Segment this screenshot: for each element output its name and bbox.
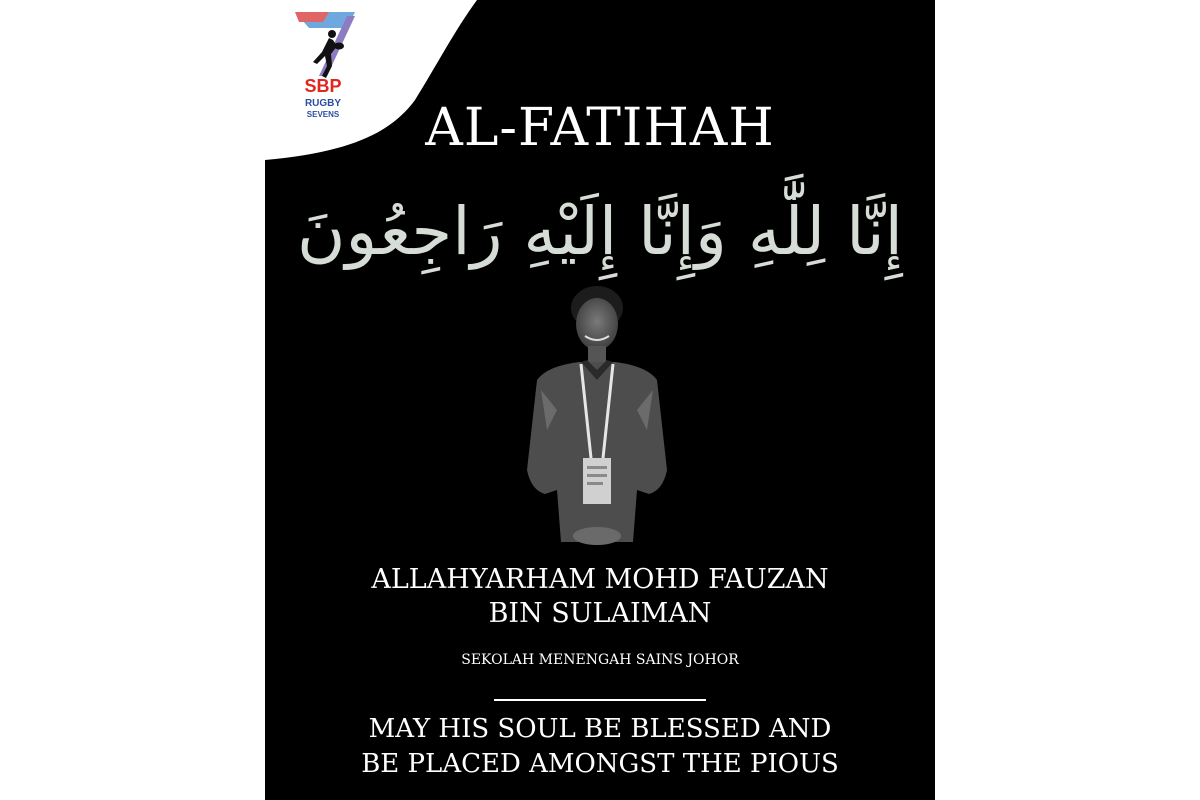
school-name: SEKOLAH MENENGAH SAINS JOHOR	[461, 652, 739, 668]
deceased-name	[265, 563, 935, 631]
blessing-line-2: BE PLACED AMONGST THE PIOUS	[361, 749, 839, 779]
memorial-poster	[265, 0, 935, 800]
logo-text-rugby: RUGBY	[304, 98, 342, 109]
logo-text-sevens: SEVENS	[306, 110, 340, 119]
memorial-photo	[517, 280, 677, 555]
name-line-1: ALLAHYARHAM MOHD FAUZAN	[371, 564, 829, 595]
divider-line	[494, 699, 706, 701]
blessing-text	[265, 712, 935, 782]
arabic-calligraphy: إِنَّا لِلَّٰهِ وَإِنَّا إِلَيْهِ رَاجِعُونَ	[297, 193, 903, 270]
blessing-line-1: MAY HIS SOUL BE BLESSED AND	[368, 714, 832, 744]
logo-text-sbp: SBP	[304, 76, 342, 96]
poster-title: AL-FATIHAH	[425, 98, 775, 158]
name-line-2: BIN SULAIMAN	[488, 598, 712, 629]
